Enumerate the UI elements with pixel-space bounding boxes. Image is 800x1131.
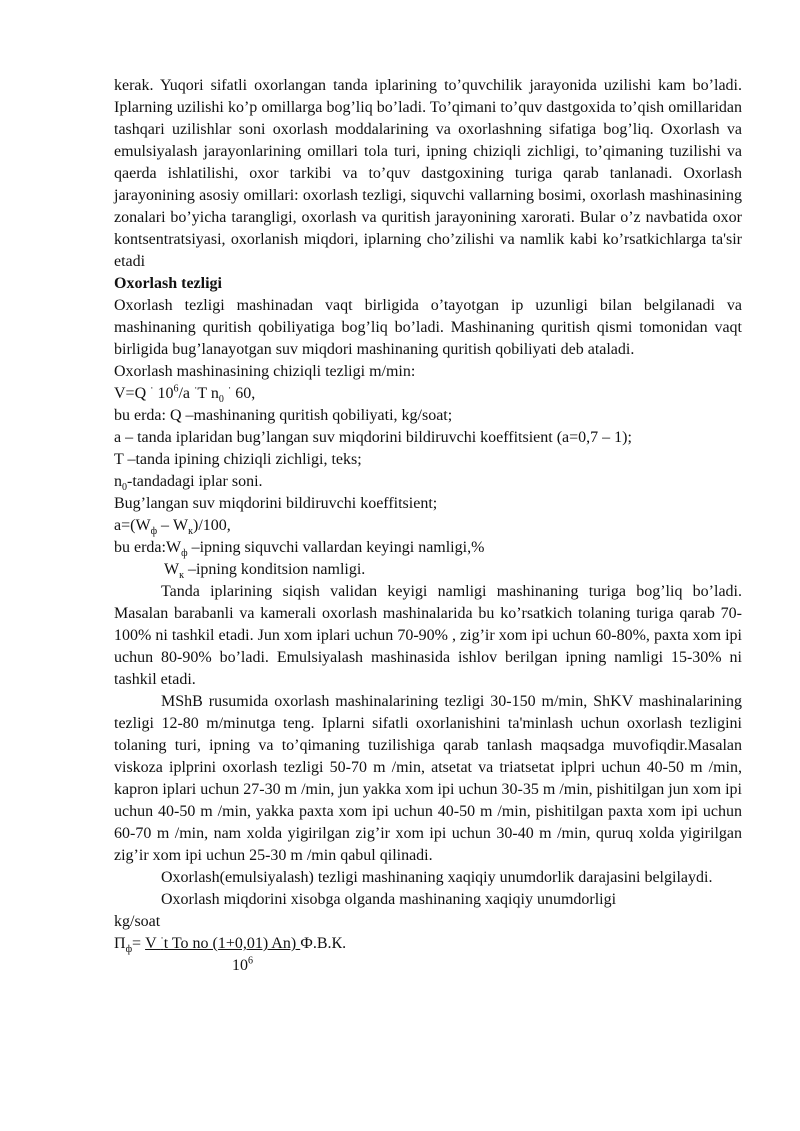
- where-n0: $n_0$-tandadagi iplar soni.: [114, 473, 263, 494]
- where-q: bu erda: Q –mashinaning quritish qobiliyati, kg/soat;: [114, 407, 453, 424]
- formula-a: $a=(W_ф - W_к)/100$,: [114, 517, 231, 538]
- section-heading: Oxorlash tezligi: [114, 275, 222, 292]
- unit-line: kg/soat: [114, 913, 161, 930]
- formula-p-denominator: $10^6$: [232, 955, 253, 974]
- where-wf: bu $erda:W_ф$ –ipning siquvchi vallardan keyingi namligi,%: [114, 539, 485, 560]
- where-t: T –tanda ipining chiziqli zichligi, teks;: [114, 451, 362, 468]
- formula-v: V=Q · $10^6/a$ ·T $n_0$ · 60,: [114, 383, 256, 406]
- where-a: a – tanda iplaridan bug’langan suv miqdorini bildiruvchi koeffitsient (a=0,7 – 1);: [114, 429, 632, 446]
- speed-values-paragraph: MShB rusumida oxorlash mashinalarining tezligi 30-150 m/min, ShKV mashinalarining tezligi 12-80 m/minutga teng. Iplarni sifatli oxorlanishini ta'minlash uchun oxorlash tezligini tolaning turi, ipning va to’qimaning tuzilishiga qarab tanlash maqsadga muvofiqdir.Masalan viskoza iplprini oxorlash tezligi 50-70 m /min, atsetat va triatsetat iplpri uchun 40-50 m /min, kapron iplari uchun 27-30 m /min, jun yakka xom ipi uchun 30-35 m /min, pishitilgan jun xom ipi uchun 40-50 m /min, yakka paxta xom ipi uchun 40-50 m /min, pishitilgan paxta xom ipi uchun 60-70 m /min, nam xolda yigirilgan zig’ir xom ipi uchun 30-40 m /min, quruq xolda yigirilgan zig’ir xom ipi uchun 25-30 m /min qabul qilinadi.: [114, 693, 742, 864]
- intro-paragraph: kerak. Yuqori sifatli oxorlangan tanda iplarining to’quvchilik jarayonida uzilishi kam bo’ladi. Iplarning uzilishi ko’p omillarga bog’liq bo’ladi. To’qimani to’quv dastgoxida to’qish omillaridan tashqari uzilishlar soni oxorlash moddalarining va oxorlashning sifatiga bog’liq. Oxorlash va emulsiyalash jarayonlarining omillari tola turi, ipning chiziqli zichligi, to’qimaning tuzilishi va qaerda ishlatilishi, oxor tarkibi va to’quv dastgoxining turiga qarab tanlanadi. Oxorlash jarayonining asosiy omillari: oxorlash tezligi, siquvchi vallarning bosimi, oxorlash mashinasining zonalari bo’yicha tarangligi, oxorlash va quritish jarayonining xarorati. Bular o’z navbatida oxor kontsentratsiyasi, oxorlanish miqdori, iplarning cho’zilishi va namlik kabi ko’rsatkichlarga ta'sir etadi: [114, 77, 742, 270]
- formula-p-numerator: V ·t To no (1+0,01) An): [145, 933, 301, 952]
- formula-p: $П_ф= V$ ·t To no (1+0,01) An) Ф.В.К.: [114, 933, 347, 956]
- coefficient-intro: Bug’langan suv miqdorini bildiruvchi koeffitsient;: [114, 495, 438, 512]
- where-wk: $W_к$ –ipning konditsion namligi.: [164, 561, 366, 582]
- document-page: [114, 75, 742, 977]
- formula-intro: Oxorlash mashinasining chiziqli tezligi m/min:: [114, 363, 416, 380]
- actual-output-line: Oxorlash miqdorini xisobga olganda mashinaning xaqiqiy unumdorligi: [161, 891, 617, 908]
- moisture-paragraph: Tanda iplarining siqish validan keyigi namligi mashinaning turiga bog’liq bo’ladi. Masalan barabanli va kamerali oxorlash mashinalarida bu ko’rsatkich tolaning turiga qarab 70-100% ni tashkil etadi. Jun xom iplari uchun 70-90% , zig’ir xom ipi uchun 60-80%, paxta xom ipi uchun 80-90% bo’ladi. Emulsiyalash mashinasida ishlov berilgan ipning namligi 15-30% ni tashkil etadi.: [114, 583, 742, 688]
- speed-definition-paragraph: Oxorlash tezligi mashinadan vaqt birligida o’tayotgan ip uzunligi bilan belgilanadi va mashinaning quritish qobiliyatiga bog’liq bo’ladi. Mashinaning quritish qismi tomonidan vaqt birligida bug’lanayotgan suv miqdori mashinaning quritish qobiliyati deb ataladi.: [114, 297, 742, 358]
- productivity-paragraph: Oxorlash(emulsiyalash) tezligi mashinaning xaqiqiy unumdorlik darajasini belgilaydi.: [161, 869, 713, 886]
